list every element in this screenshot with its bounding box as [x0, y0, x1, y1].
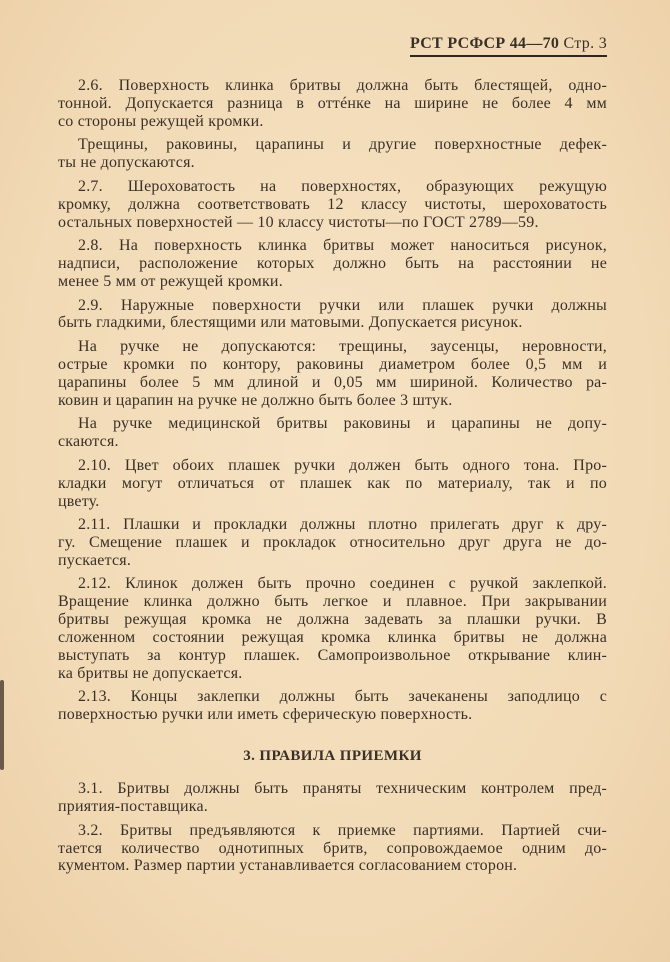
paragraph [58, 136, 607, 172]
document-number: РСТ РСФСР 44—70 [409, 35, 560, 52]
text-line: бритвы режущая кромка не должна задевать за плашки ручки. В [58, 611, 607, 629]
text-line: выступать за контур плашек. Самопроизвольное открывание клин- [58, 647, 607, 665]
paragraph [58, 688, 607, 724]
text-line: тонной. Допускается разница в оттéнке на ширине не более 4 мм [58, 94, 607, 112]
paragraph [58, 178, 607, 232]
text-line: со стороны режущей кромки. [58, 112, 264, 130]
section-2-requirements [58, 77, 607, 724]
text-line: ка бритвы не допускается. [58, 664, 243, 682]
paragraph [58, 415, 607, 451]
text-line: менее 5 мм от режущей кромки. [58, 272, 283, 290]
paragraph [58, 457, 607, 511]
text-line: цвету. [58, 492, 100, 510]
text-line: остальных поверхностей — 10 классу чистоты—по ГОСТ 2789—59. [58, 213, 539, 231]
text-line: кладки могут отличаться от плашек как по материалу, так и по [58, 474, 607, 492]
section-3-heading: 3. ПРАВИЛА ПРИЕМКИ [243, 748, 422, 765]
text-line: 2.13. Концы заклепки должны быть зачеканены заподлицо с [78, 688, 607, 706]
document-body [58, 77, 607, 881]
paragraph [58, 338, 607, 410]
text-line: тается количество однотипных бритв, сопровождаемое одним до- [58, 839, 607, 857]
text-line: приятия-поставщика. [58, 798, 208, 816]
text-line: Трещины, раковины, царапины и другие поверхностные дефек- [78, 136, 607, 154]
text-line: 3.1. Бритвы должны быть праняты техническим контролем пред- [78, 780, 607, 798]
paragraph [58, 237, 607, 291]
section-3-acceptance [58, 780, 607, 875]
text-line: 3.2. Бритвы предъявляются к приемке партиями. Партией счи- [78, 821, 607, 839]
text-line: острые кромки по контору, раковины диаметром более 0,5 мм и [58, 355, 607, 373]
text-line: пускается. [58, 551, 132, 569]
text-line: Вращение клинка должно быть легкое и плавное. При закрывании [58, 593, 607, 611]
text-line: быть гладкими, блестящими или матовыми. Допускается рисунок. [58, 314, 523, 332]
text-line: 2.6. Поверхность клинка бритвы должна быть блестящей, одно- [78, 77, 607, 94]
page-header [410, 35, 607, 57]
paragraph [58, 780, 607, 816]
text-line: царапины более 5 мм длиной и 0,05 мм шириной. Количество ра- [58, 373, 607, 391]
text-line: поверхностью ручки или иметь сферическую поверхность. [58, 706, 473, 724]
text-line: 2.10. Цвет обоих плашек ручки должен быть одного тона. Про- [78, 456, 607, 474]
paragraph [58, 822, 607, 876]
text-line: 2.9. Наружные поверхности ручки или плашек ручки должны [78, 296, 607, 314]
paragraph [58, 575, 607, 682]
text-line: кументом. Размер партии устанавливается согласованием сторон. [58, 857, 518, 875]
paragraph [58, 297, 607, 333]
binding-edge-mark [0, 680, 4, 770]
text-line: 2.11. Плашки и прокладки должны плотно прилегать друг к дру- [78, 516, 607, 534]
text-line: 2.8. На поверхность клинка бритвы может наноситься рисунок, [78, 237, 607, 255]
text-line: надписи, расположение которых должно быть на расстоянии не [58, 255, 607, 273]
paragraph [58, 516, 607, 570]
text-line: сложенном состоянии режущая кромка клинка бритвы не должна [58, 629, 607, 647]
text-line: скаются. [58, 433, 119, 451]
text-line: На ручке не допускаются: трещины, заусенцы, неровности, [78, 338, 607, 356]
paragraph [58, 77, 607, 131]
text-line: 2.7. Шероховатость на поверхностях, образующих режущую [78, 177, 607, 195]
text-line: ковин и царапин на ручке не должно быть более 3 штук. [58, 391, 453, 409]
text-line: кромку, должна соответствовать 12 классу чистоты, шероховатость [58, 195, 607, 213]
page-number: Стр. 3 [563, 35, 607, 52]
text-line: ты не допускаются. [58, 154, 195, 172]
text-line: 2.12. Клинок должен быть прочно соединен с ручкой заклепкой. [78, 575, 607, 593]
text-line: На ручке медицинской бритвы раковины и царапины не допу- [78, 415, 607, 433]
text-line: гу. Смещение плашек и прокладок относительно друг друга не до- [58, 533, 607, 551]
